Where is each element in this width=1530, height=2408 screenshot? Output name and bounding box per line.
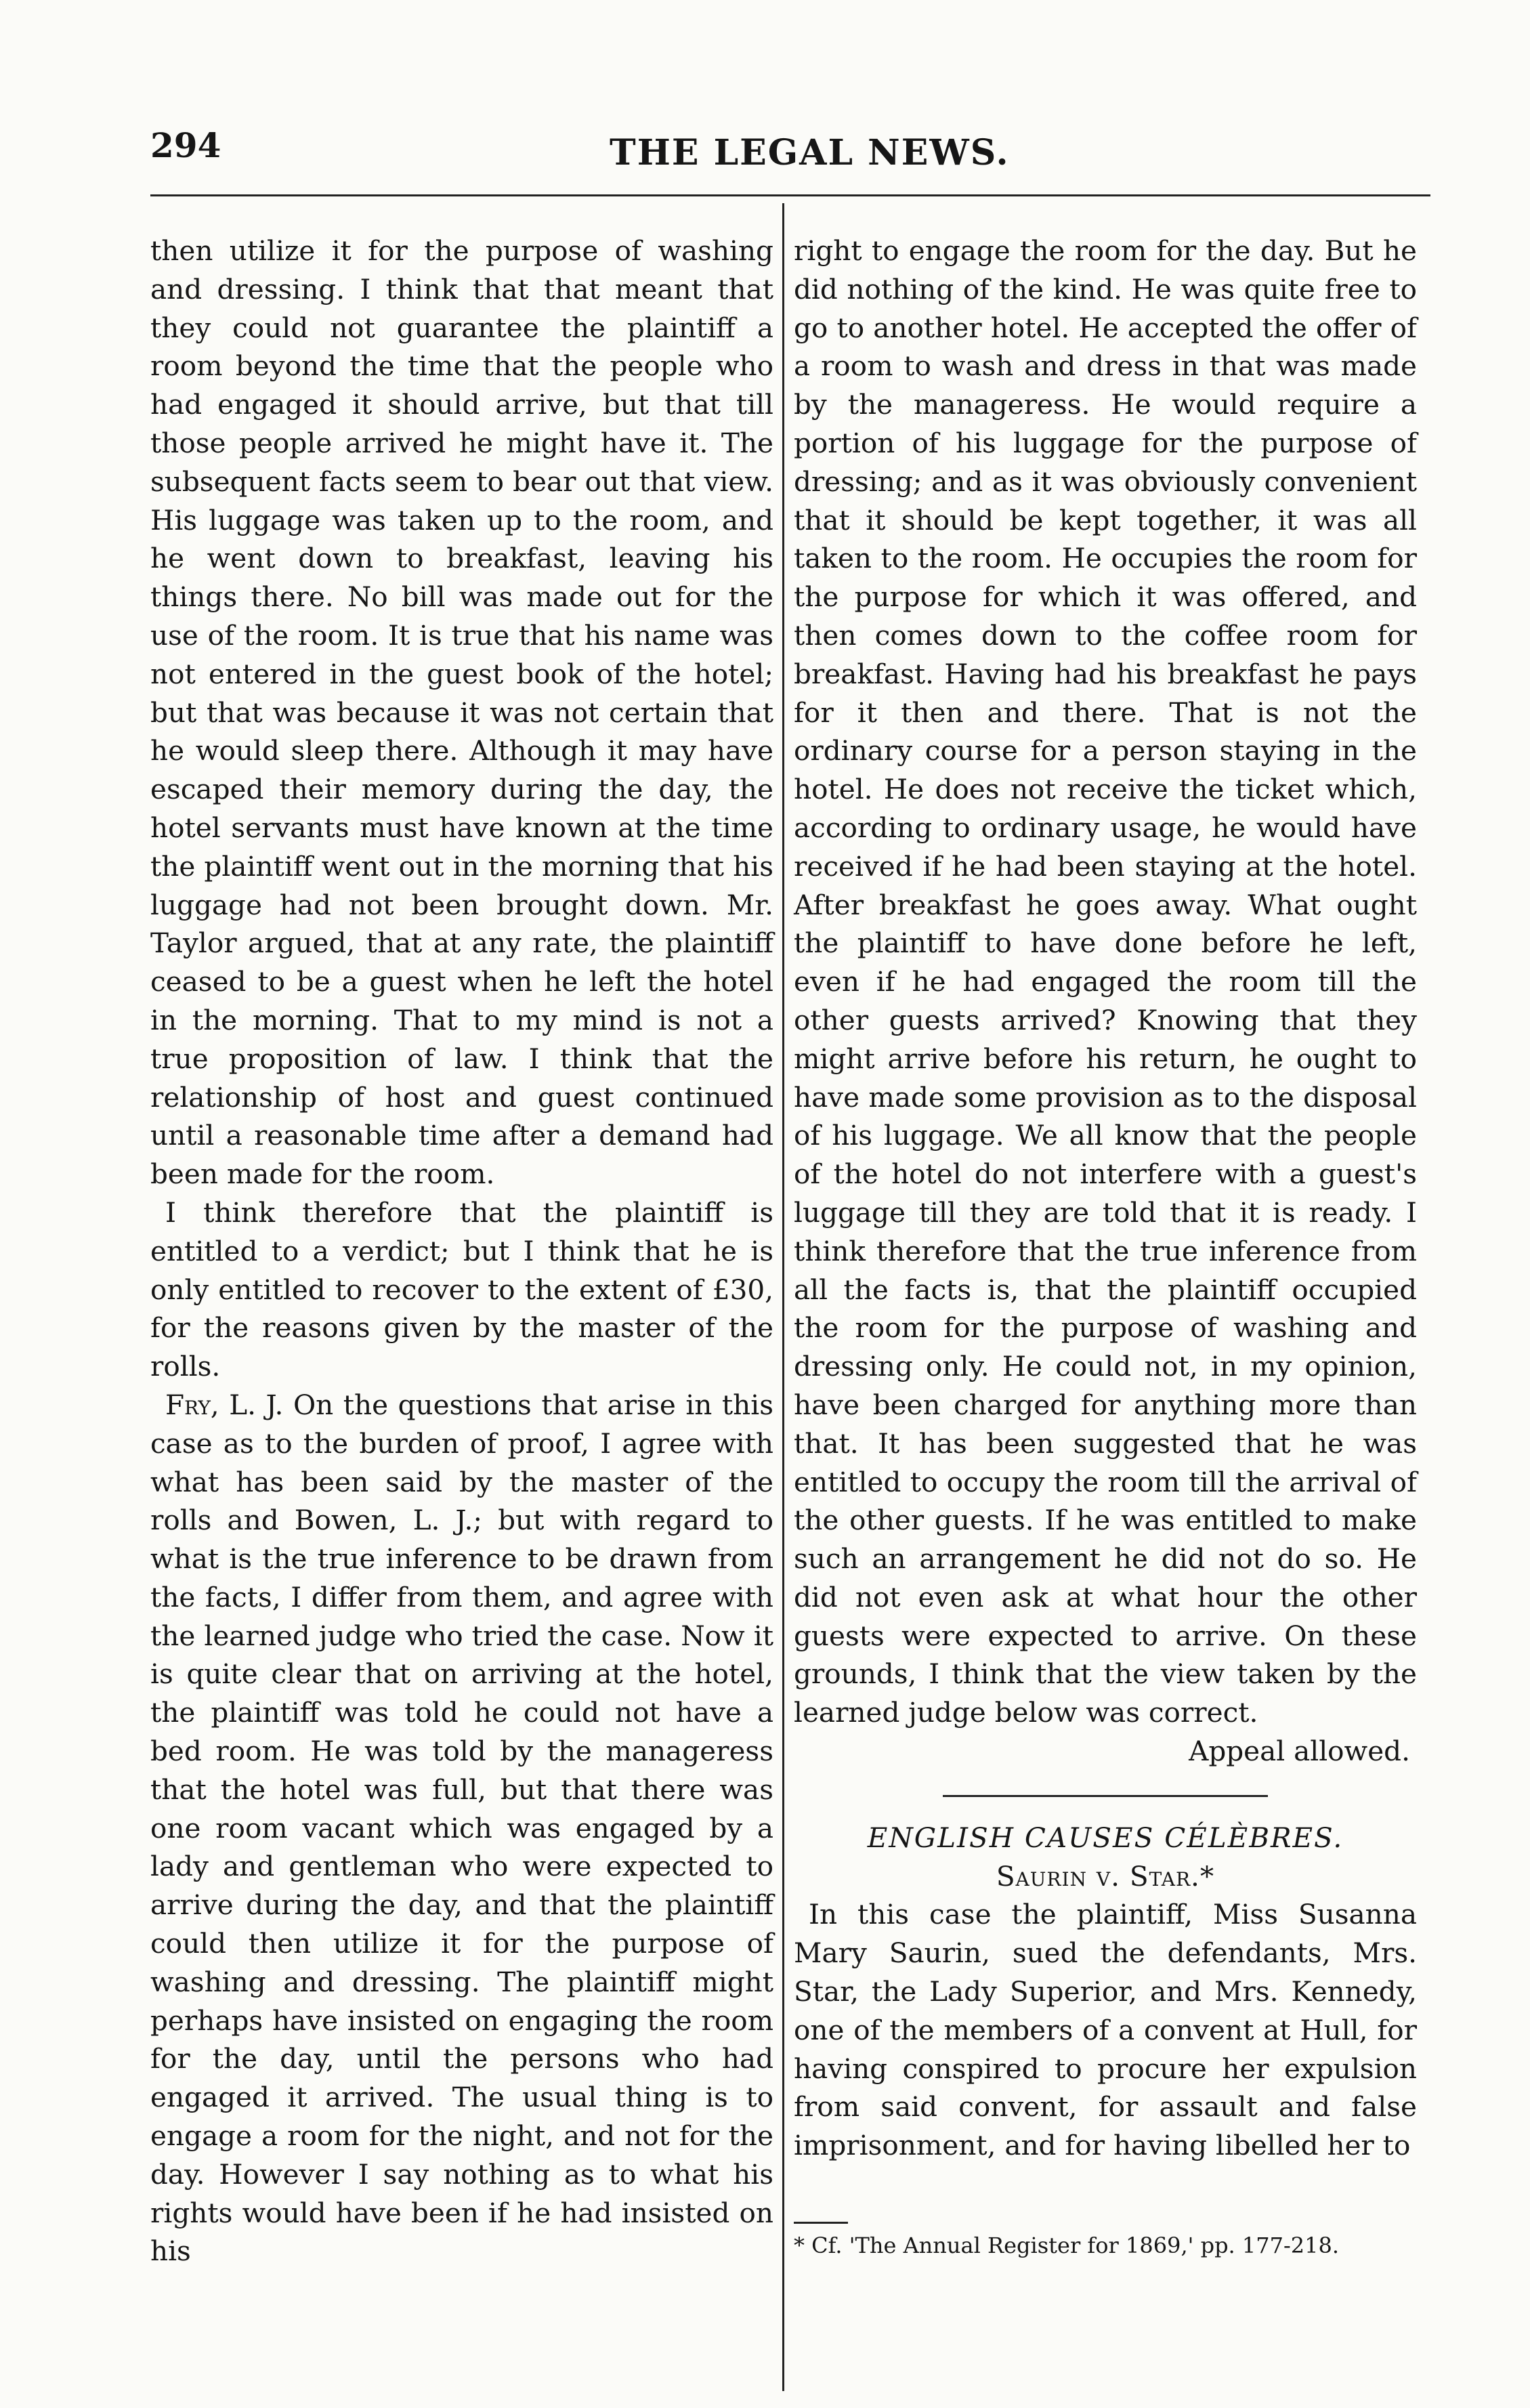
left-paragraph-1: then utilize it for the purpose of washing and dressing. I think that that meant that they could not guarantee the plaintiff a room beyond the time that the people who had engaged it should arrive, but that till those people arrived he might have it. The subsequent facts seem to bear out that view. His luggage was taken up to the room, and he went down to breakfast, leaving his things there. No bill was made out for the use of the room. It is true that his name was not entered in the guest book of the hotel; but that was because it was not certain that he would sleep there. Although it may have escaped their memory during the day, the hotel servants must have known at the time the plaintiff went out in the morning that his luggage had not been brought down. Mr. Taylor argued, that at any rate, the plaintiff ceased to be a guest when he left the hotel in the morning. That to my mind is not a true proposition of law. I think that the relationship of host and guest continued until a reasonable time after a demand had been made for the room. — [150, 234, 773, 1191]
left-paragraph-2: I think therefore that the plaintiff is entitled to a verdict; but I think that he is only entitled to recover to the extent of £30, for the reasons given by the master of the rolls. — [150, 1196, 773, 1383]
section-title: ENGLISH CAUSES CÉLÈBRES. — [867, 1821, 1344, 1854]
footnote-text: * Cf. 'The Annual Register for 1869,' pp. 177-218. — [794, 2233, 1340, 2258]
right-paragraph-1: right to engage the room for the day. But he did nothing of the kind. He was quite free to go to another hotel. He accepted the offer of a room to wash and dress in that was made by the manageress. He would require a portion of his luggage for the purpose of dressing; and as it was obviously convenient that it should be kept together, it was all taken to the room. He occupies the room for the purpose for which it was offered, and then comes down to the coffee room for breakfast. Having had his breakfast he pays for it then and there. That is not the ordinary course for a person staying in the hotel. He does not receive the ticket which, according to ordinary usage, he would have received if he had been staying at the hotel. After breakfast he goes away. What ought the plaintiff to have done before he left, even if he had engaged the room till the other guests arrived? Knowing that they might arrive before his return, he ought to have made some provision as to the disposal of his luggage. We all know that the people of the hotel do not interfere with a guest's luggage till they are told that it is ready. I think therefore that the true inference from all the facts is, that the plaintiff occupied the room for the purpose of washing and dressing only. He could not, in my opinion, have been charged for anything more than that. It has been suggested that he was entitled to occupy the room till the arrival of the other guests. If he was entitled to make such an arrangement he did not do so. He did not even ask at what hour the other guests were expected to arrive. On these grounds, I think that the view taken by the learned judge below was correct. — [794, 234, 1417, 1729]
page-number: 294 — [150, 125, 221, 165]
left-paragraph-3-text: On the questions that arise in this case as to the burden of proof, I agree with what has been said by the master of the rolls and Bowen, L. J.; but with regard to what is the true inference to be drawn from the facts, I differ from them, and agree with the learned judge who tried the case. Now it is quite clear that on arriving at the hotel, the plaintiff was told he could not have a bed room. He was told by the manageress that the hotel was full, but that there was one room vacant which was engaged by a lady and gentleman who were expected to arrive during the day, and that the plaintiff could then utilize it for the purpose of washing and dressing. The plaintiff might perhaps have insisted on engaging the room for the day, until the persons who had engaged it arrived. The usual thing is to engage a room for the night, and not for the day. However I say nothing as to what his rights would have been if he had insisted on his — [150, 1388, 773, 2268]
running-head: THE LEGAL NEWS. — [610, 132, 1010, 173]
column-divider — [782, 203, 784, 2391]
section-rule — [943, 1795, 1268, 1797]
case-title: Saurin v. Star.* — [996, 1859, 1215, 1893]
footnote-rule — [794, 2222, 848, 2224]
footnote — [794, 2222, 1417, 2259]
left-column — [150, 232, 773, 2270]
left-paragraph-3 — [150, 1386, 773, 2270]
header-rule — [150, 194, 1430, 196]
right-column — [794, 232, 1417, 2165]
judge-name: Fry, L. J. — [165, 1388, 284, 1421]
appeal-outcome: Appeal allowed. — [1189, 1735, 1410, 1768]
right-paragraph-2: In this case the plaintiff, Miss Susanna Mary Saurin, sued the defendants, Mrs. Star, the Lady Superior, and Mrs. Kennedy, one of the members of a convent at Hull, for having conspired to procure her expulsion from said convent, for assault and false imprisonment, and for having libelled her to — [794, 1898, 1417, 2162]
